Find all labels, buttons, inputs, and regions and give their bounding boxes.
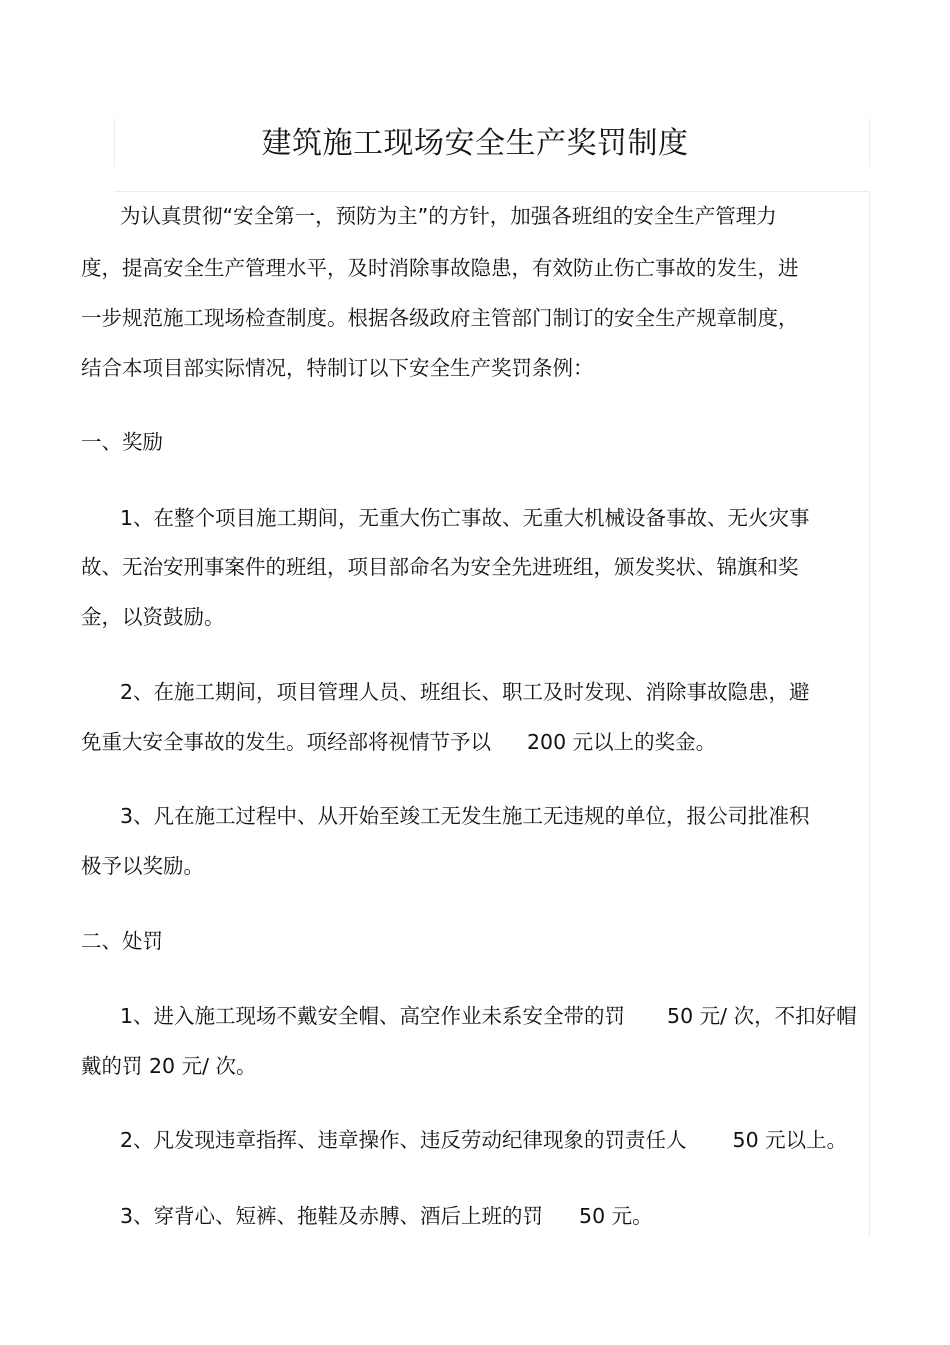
intro-line-4: 结合本项目部实际情况，特制订以下安全生产奖罚条例： (81, 356, 594, 380)
reward-item-1-line-1: 1、在整个项目施工期间，无重大伤亡事故、无重大机械设备事故、无火灾事 (120, 506, 810, 530)
intro-line-2: 度，提高安全生产管理水平，及时消除事故隐患，有效防止伤亡事故的发生，进 (81, 256, 799, 280)
intro-line-3: 一步规范施工现场检查制度。根据各级政府主管部门制订的安全生产规章制度， (81, 306, 799, 330)
right-frame-edge (869, 192, 870, 1237)
penalty-item-2 (120, 1125, 847, 1155)
reward-item-1-line-3: 金，以资鼓励。 (81, 605, 225, 629)
reward-item-2-line-1: 2、在施工期间，项目管理人员、班组长、职工及时发现、消除事故隐患，避 (120, 680, 810, 704)
reward-item-2-amount: 200 元以上的奖金。 (527, 730, 717, 754)
reward-item-3-line-1: 3、凡在施工过程中、从开始至竣工无发生施工无违规的单位，报公司批准积 (120, 804, 810, 828)
document-title: 建筑施工现场安全生产奖罚制度 (261, 126, 689, 161)
penalty-item-1-amount: 50 元/ 次，不扣好帽 (667, 1004, 857, 1028)
penalty-item-1-text: 1、进入施工现场不戴安全帽、高空作业未系安全带的罚 (120, 1004, 626, 1028)
penalty-item-3-text: 3、穿背心、短裤、拖鞋及赤膊、酒后上班的罚 (120, 1204, 544, 1228)
header-rule (114, 191, 870, 192)
penalty-item-1-line-2: 戴的罚 20 元/ 次。 (81, 1054, 257, 1078)
penalty-item-2-amount: 50 元以上。 (732, 1128, 848, 1152)
intro-line-1: 为认真贯彻“安全第一，预防为主”的方针，加强各班组的安全生产管理力 (120, 204, 777, 228)
reward-item-2-text: 免重大安全事故的发生。项经部将视情节予以 (81, 730, 491, 754)
reward-item-3-line-2: 极予以奖励。 (81, 854, 204, 878)
reward-item-2-line-2 (81, 727, 716, 757)
penalty-item-3 (120, 1201, 653, 1231)
penalty-item-1-line-1 (120, 1001, 857, 1031)
penalty-heading: 二、处罚 (81, 929, 163, 953)
penalty-item-2-text: 2、凡发现违章指挥、违章操作、违反劳动纪律现象的罚责任人 (120, 1128, 687, 1152)
reward-item-1-line-2: 故、无治安刑事案件的班组，项目部命名为安全先进班组，颁发奖状、锦旗和奖 (81, 555, 799, 579)
penalty-item-3-amount: 50 元。 (579, 1204, 653, 1228)
reward-heading: 一、奖励 (81, 430, 163, 454)
